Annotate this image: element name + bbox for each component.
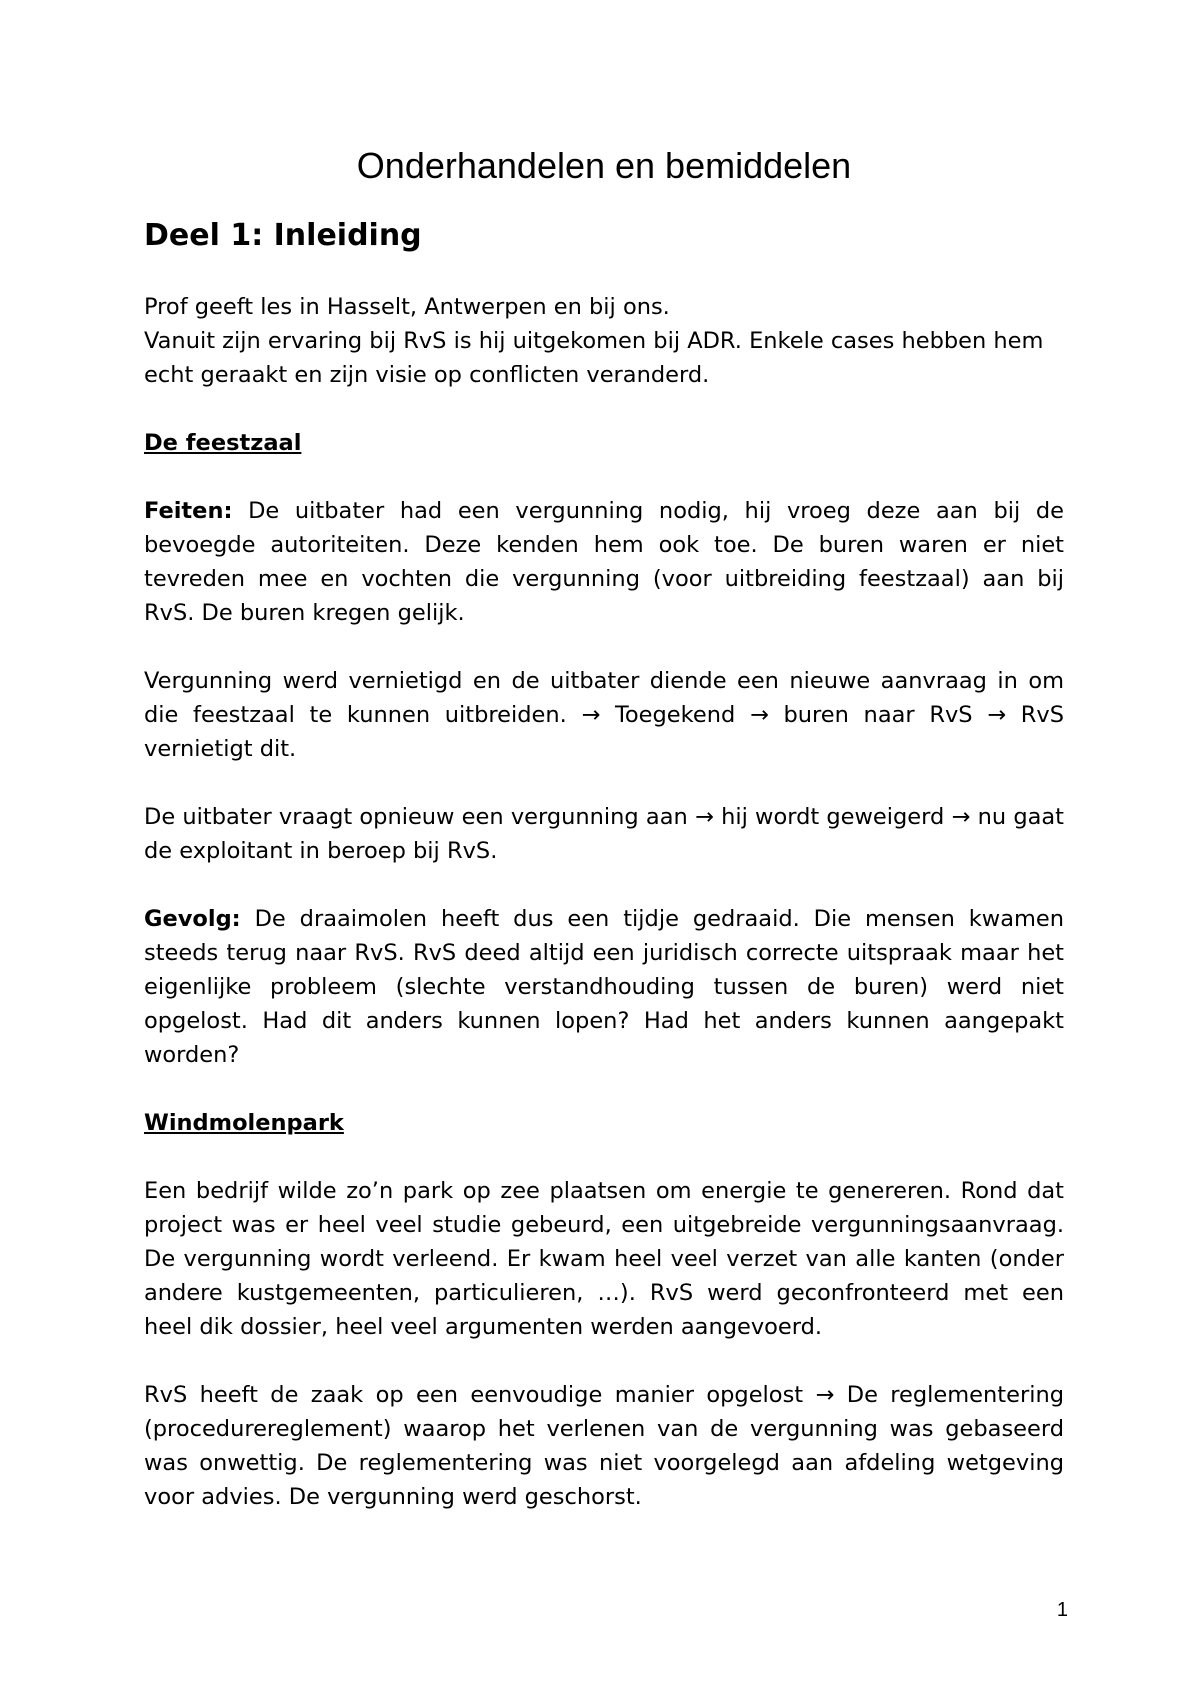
gevolg-text: De draaimolen heeft dus een tijdje gedraaid. Die mensen kwamen steeds terug naar RvS. RvS deed altijd een juridisch correcte uitspraak maar het eigenlijke probleem (slechte verstandhouding tussen de buren) werd niet opgelost. Had dit anders kunnen lopen? Had het anders kunnen aangepakt worden? — [144, 906, 1064, 1068]
feiten-text: De uitbater had een vergunning nodig, hij vroeg deze aan bij de bevoegde autoriteiten. Deze kenden hem ook toe. De buren waren er niet tevreden mee en vochten die vergunning (voor uitbreiding feestzaal) aan bij RvS. De buren kregen gelijk. — [144, 498, 1064, 626]
feiten-paragraph — [144, 494, 1064, 630]
section-heading-windmolenpark: Windmolenpark — [144, 1110, 344, 1136]
page-content — [144, 140, 1064, 1548]
windmolenpark-paragraph-2: RvS heeft de zaak op een eenvoudige manier opgelost → De reglementering (procedurereglement) waarop het verlenen van de vergunning was gebaseerd was onwettig. De reglementering was niet voorgelegd aan afdeling wetgeving voor advies. De vergunning werd geschorst. — [144, 1382, 1064, 1510]
intro-paragraph — [144, 290, 1064, 392]
feiten-label: Feiten: — [144, 498, 233, 524]
windmolenpark-paragraph-1: Een bedrijf wilde zo’n park op zee plaatsen om energie te genereren. Rond dat project was er heel veel studie gebeurd, een uitgebreide vergunningsaanvraag. De vergunning wordt verleend. Er kwam heel veel verzet van alle kanten (onder andere kustgemeenten, particulieren, …). RvS werd geconfronteerd met een heel dik dossier, heel veel argumenten werden aangevoerd. — [144, 1178, 1064, 1340]
intro-line-2: Vanuit zijn ervaring bij RvS is hij uitgekomen bij ADR. Enkele cases hebben hem echt geraakt en zijn visie op conflicten veranderd. — [144, 328, 1044, 388]
gevolg-paragraph — [144, 902, 1064, 1072]
part-heading: Deel 1: Inleiding — [144, 218, 422, 253]
document-title: Onderhandelen en bemiddelen — [356, 145, 852, 186]
page-number: 1 — [1056, 1599, 1068, 1621]
feestzaal-paragraph-3: De uitbater vraagt opnieuw een vergunning aan → hij wordt geweigerd → nu gaat de exploitant in beroep bij RvS. — [144, 804, 1064, 864]
intro-line-1: Prof geeft les in Hasselt, Antwerpen en bij ons. — [144, 294, 670, 320]
gevolg-label: Gevolg: — [144, 906, 241, 932]
section-heading-feestzaal: De feestzaal — [144, 430, 302, 456]
feestzaal-paragraph-2: Vergunning werd vernietigd en de uitbater diende een nieuwe aanvraag in om die feestzaal te kunnen uitbreiden. → Toegekend → buren naar RvS → RvS vernietigt dit. — [144, 668, 1064, 762]
